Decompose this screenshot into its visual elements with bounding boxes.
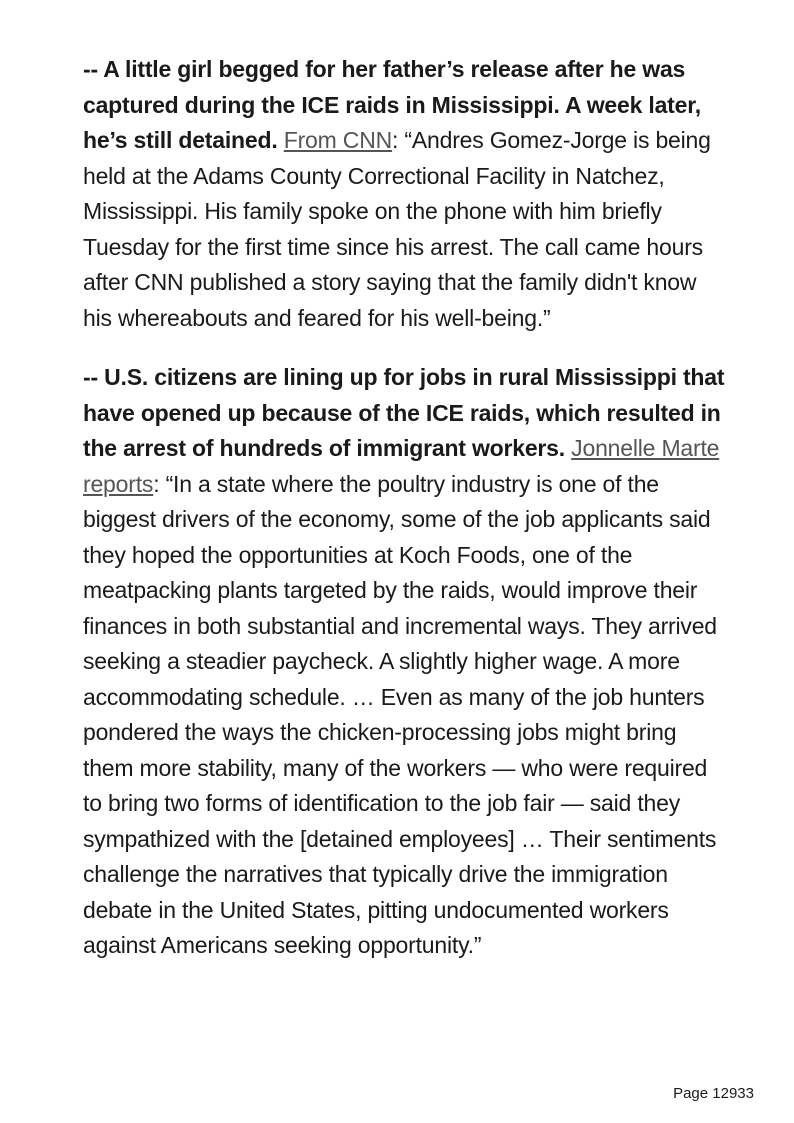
cnn-source-link[interactable]: From CNN: [283, 127, 393, 153]
news-item-ice-raid-father: [83, 52, 731, 336]
news-item-quote: : “Andres Gomez-Jorge is being held at the Adams County Correctional Facility in Natchez, Mississippi. His family spoke on the phone with him briefly Tuesday for the first time since his arrest. The call came hours after CNN published a story saying that the family didn't know his whereabouts and feared for his well-being.”: [83, 127, 711, 331]
jonnelle-marte-source-link[interactable]: Jonnelle Marte reports: [83, 435, 720, 497]
news-item-quote: : “In a state where the poultry industry is one of the biggest drivers of the economy, some of the job applicants said they hoped the opportunities at Koch Foods, one of the meatpacking plants targeted by the raids, would improve their finances in both substantial and incremental ways. They arrived seeking a steadier paycheck. A slightly higher wage. A more accommodating schedule. … Even as many of the job hunters pondered the ways the chicken-processing jobs might bring them more stability, many of the workers — who were required to bring two forms of identification to the job fair — said they sympathized with the [detained employees] … Their sentiments challenge the narratives that typically drive the immigration debate in the United States, pitting undocumented workers against Americans seeking opportunity.”: [83, 470, 717, 958]
news-item-headline: -- A little girl begged for her father’s release after he was captured during the ICE raids in Mississippi. A week later, he’s still detained.: [83, 56, 701, 153]
news-item-mississippi-jobs: [83, 360, 731, 964]
document-body: [83, 52, 731, 964]
page-number: Page 12933: [673, 1085, 754, 1102]
news-item-headline: -- U.S. citizens are lining up for jobs in rural Mississippi that have opened up because of the ICE raids, which resulted in the arrest of hundreds of immigrant workers.: [83, 364, 725, 461]
